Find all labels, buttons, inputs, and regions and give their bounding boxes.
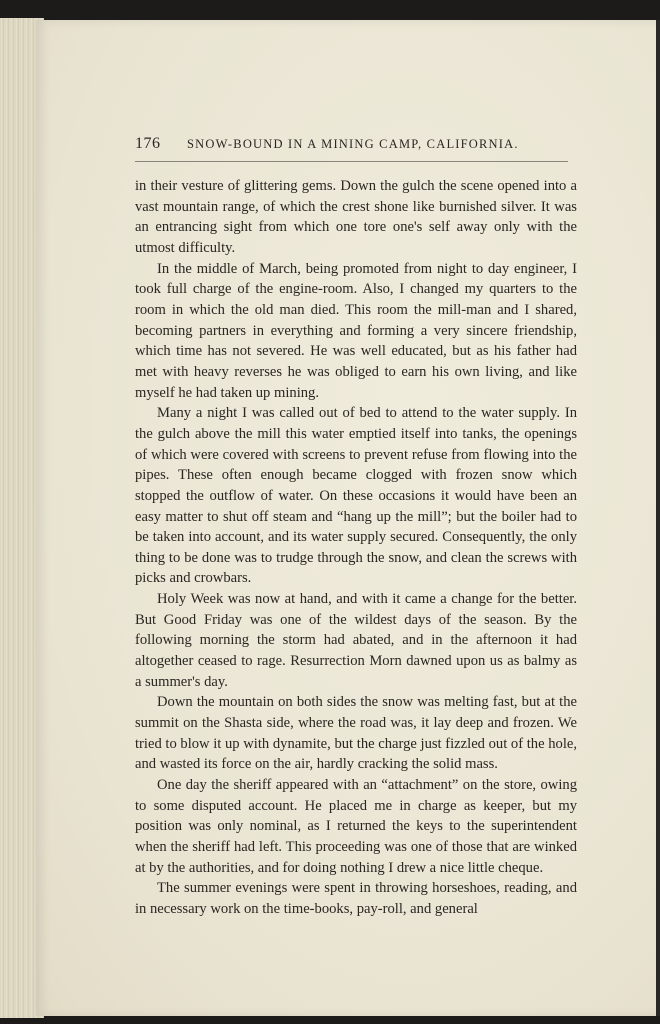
paragraph-5: Down the mountain on both sides the snow was melting fast, but at the summit on the Shasta side, where the road was, it lay deep and frozen. We tried to blow it up with dynamite, but the charge just fizzled out of the hole, and wasted its force on the air, hardly cracking the solid mass. xyxy=(135,694,577,773)
running-head-title: SNOW-BOUND IN A MINING CAMP, CALIFORNIA. xyxy=(187,137,519,151)
paragraph-4: Holy Week was now at hand, and with it came a change for the better. But Good Friday was one of the wildest days of the season. By the following morning the storm had abated, and in the afternoon it had altogether ceased to rage. Resurrection Morn dawned upon us as balmy as a summer's day. xyxy=(135,591,577,690)
paragraph-7: The summer evenings were spent in throwing horseshoes, reading, and in necessary work on the time-books, pay-roll, and general xyxy=(135,880,577,917)
paragraph-1: in their vesture of glittering gems. Down the gulch the scene opened into a vast mountain range, of which the crest shone like burnished silver. It was an entrancing sight from which one tore one's self away only with the utmost difficulty. xyxy=(135,178,577,256)
running-head xyxy=(135,135,575,153)
page-number: 176 xyxy=(135,135,161,152)
paragraph-2: In the middle of March, being promoted from night to day engineer, I took full charge of the engine-room. Also, I changed my quarters to the room in which the old man died. This room the mill-man and I shared, becoming partners in everything and forming a very sincere friendship, which time has not severed. He was well educated, but as his father had met with heavy reverses he was obliged to earn his own living, and like myself he had taken up mining. xyxy=(135,260,577,401)
page-right-edge xyxy=(656,20,660,1016)
body-text xyxy=(135,176,577,920)
paragraph-3: Many a night I was called out of bed to attend to the water supply. In the gulch above the mill this water emptied itself into tanks, the openings of which were covered with screens to prevent refuse from flowing into the pipes. These often enough became clogged with frozen snow which stopped the outflow of water. On these occasions it would have been an easy matter to shut off steam and “hang up the mill”; but the boiler had to be taken into account, and its water supply secured. Consequently, the only thing to be done was to trudge through the snow, and clean the screws with picks and crowbars. xyxy=(135,405,577,587)
paragraph-6: One day the sheriff appeared with an “attachment” on the store, owing to some disputed account. He placed me in charge as keeper, but my position was only nominal, as I returned the keys to the superintendent when the sheriff had left. This proceeding was one of those that are winked at by the authorities, and for doing nothing I drew a nice little cheque. xyxy=(135,777,577,876)
header-rule xyxy=(135,161,568,162)
